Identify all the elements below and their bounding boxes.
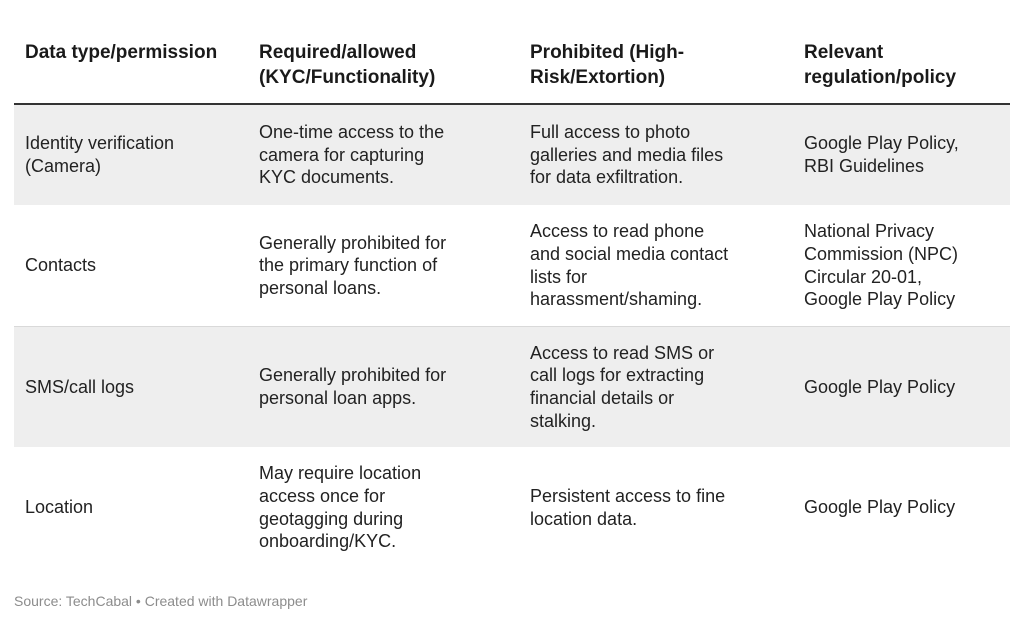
table-row: [14, 105, 1010, 205]
table-cell: Google Play Policy: [804, 497, 956, 518]
table-cell: Identity verification (Camera): [25, 133, 175, 176]
column-header-regulation: Relevant regulation/policy: [804, 42, 957, 88]
table-cell: Google Play Policy: [804, 376, 956, 397]
table-cell: Contacts: [25, 255, 97, 276]
table-cell: Persistent access to fine location data.: [530, 485, 726, 529]
table-cell: One-time access to the camera for capturing KYC documents.: [259, 122, 445, 188]
table-cell: Access to read SMS or call logs for extracting financial details or stalking.: [530, 342, 715, 431]
table-cell: May require location access once for geotagging during onboarding/KYC.: [259, 463, 422, 552]
column-header-prohibited: Prohibited (High- Risk/Extortion): [530, 42, 685, 88]
table-cell: Full access to photo galleries and media files for data exfiltration.: [530, 122, 724, 188]
source-note: Source: TechCabal • Created with Datawrapper: [14, 593, 308, 609]
column-header-required: Required/allowed (KYC/Functionality): [259, 42, 436, 88]
table-cell: Generally prohibited for the primary function of personal loans.: [259, 232, 447, 298]
table-row: [14, 205, 1010, 327]
table-cell: Generally prohibited for personal loan apps.: [259, 365, 447, 408]
table-row: [14, 327, 1010, 447]
column-header-data-type: Data type/permission: [25, 42, 218, 63]
table-cell: Location: [25, 497, 94, 518]
table-cell: Access to read phone and social media contact lists for harassment/shaming.: [530, 221, 729, 310]
table-cell: SMS/call logs: [25, 376, 135, 397]
table-row: [14, 447, 1010, 568]
data-table: [14, 40, 1010, 568]
table-header: [14, 40, 1010, 105]
table-cell: Google Play Policy, RBI Guidelines: [804, 133, 959, 176]
table-cell: National Privacy Commission (NPC) Circular 20-01, Google Play Policy: [804, 221, 959, 310]
